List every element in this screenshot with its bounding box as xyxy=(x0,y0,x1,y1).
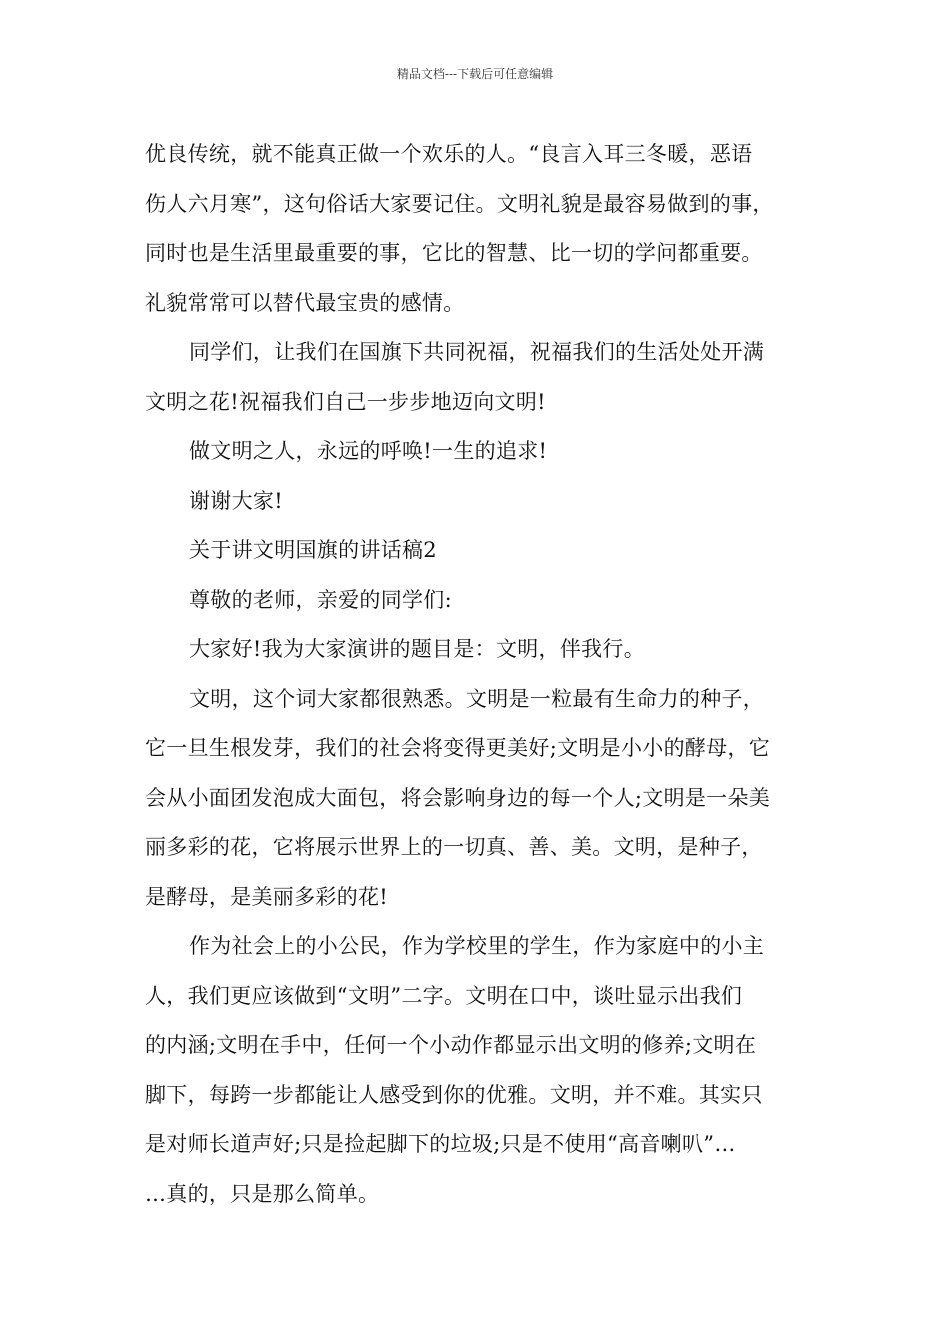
page-header: 精品文档---下载后可任意编辑 xyxy=(396,67,554,81)
salutation: 尊敬的老师，亲爱的同学们: xyxy=(189,587,452,612)
text-line: 同学们，让我们在国旗下共同祝福，祝福我们的生活处处开满 xyxy=(189,340,765,364)
text-line: 它一旦生根发芽，我们的社会将变得更美好;文明是小小的酵母，它 xyxy=(145,736,771,760)
text-line: 文明，这个词大家都很熟悉。文明是一粒最有生命力的种子， xyxy=(189,686,765,711)
text-line: 礼貌常常可以替代最宝贵的感情。 xyxy=(145,290,465,315)
text-line: 伤人六月寒”，这句俗话大家要记住。文明礼貌是最容易做到的事， xyxy=(145,191,774,216)
text-line: 大家好!我为大家演讲的题目是：文明，伴我行。 xyxy=(189,637,646,661)
text-line: 作为社会上的小公民，作为学校里的学生，作为家庭中的小主 xyxy=(189,934,765,958)
text-line: 文明之花!祝福我们自己一步步地迈向文明! xyxy=(145,389,546,414)
text-line: 做文明之人，永远的呼唤!一生的追求! xyxy=(189,439,548,463)
text-line: …真的，只是那么简单。 xyxy=(145,1181,380,1206)
text-line: 是对师长道声好;只是捡起脚下的垃圾;只是不使用“高音喇叭”… xyxy=(145,1132,736,1156)
text-line: 会从小面团发泡成大面包，将会影响身边的每一个人;文明是一朵美 xyxy=(145,785,771,810)
document-body xyxy=(145,130,815,1219)
text-line: 丽多彩的花，它将展示世界上的一切真、善、美。文明，是种子， xyxy=(145,835,763,859)
text-line: 是酵母，是美丽多彩的花! xyxy=(145,884,389,909)
text-line: 脚下，每跨一步都能让人感受到你的优雅。文明，并不难。其实只 xyxy=(145,1082,763,1107)
text-line: 人，我们更应该做到“文明”二字。文明在口中，谈吐显示出我们 xyxy=(145,983,743,1008)
text-line: 的内涵;文明在手中，任何一个小动作都显示出文明的修养;文明在 xyxy=(145,1033,757,1057)
text-line: 优良传统，就不能真正做一个欢乐的人。“良言入耳三冬暖，恶语 xyxy=(145,142,753,166)
section-title: 关于讲文明国旗的讲话稿2 xyxy=(189,538,437,562)
text-line: 同时也是生活里最重要的事，它比的智慧、比一切的学问都重要。 xyxy=(145,241,763,265)
text-line: 谢谢大家! xyxy=(189,488,283,513)
